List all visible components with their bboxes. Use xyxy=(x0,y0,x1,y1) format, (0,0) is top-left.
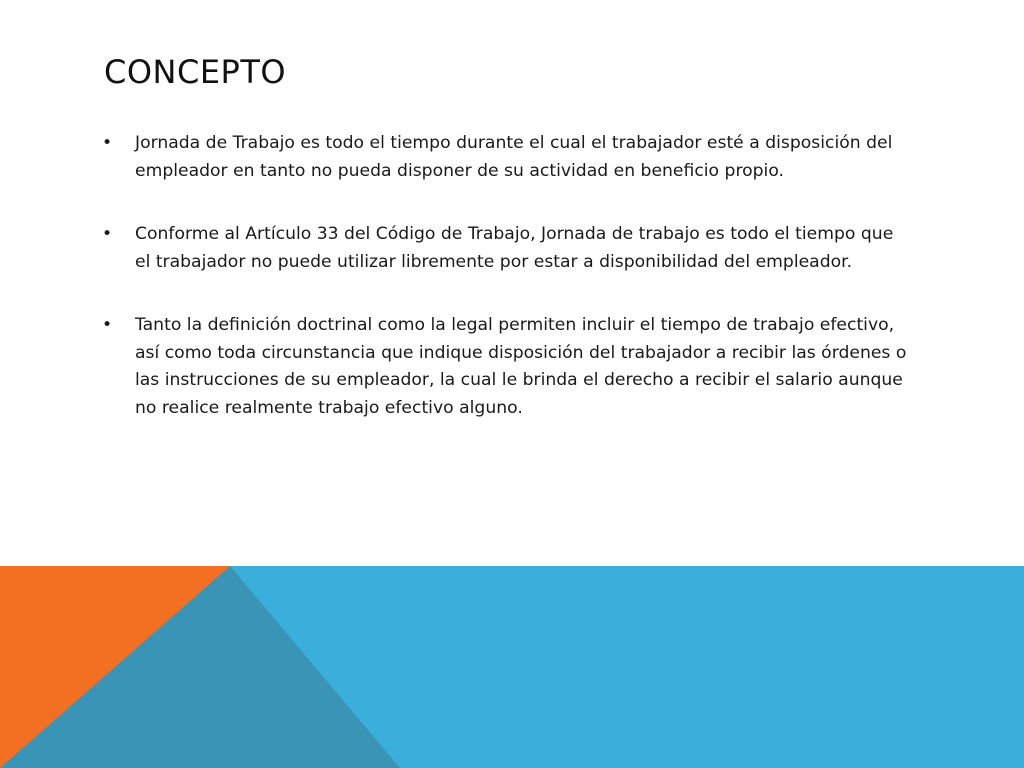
bullet-item xyxy=(102,221,912,276)
slide-title: CONCEPTO xyxy=(104,53,287,91)
bullet-marker: • xyxy=(102,315,113,335)
bullet-marker: • xyxy=(102,133,113,153)
bullet-list xyxy=(102,130,912,458)
bullet-text: Tanto la definición doctrinal como la legal permiten incluir el tiempo de trabajo efectivo, así como toda circunstancia que indique disposición del trabajador a recibir las órdenes o las instrucciones de su empleador, la cual le brinda el derecho a recibir el salario aunque no realice realmente trabajo efectivo alguno. xyxy=(135,315,907,418)
decorative-footer xyxy=(0,566,1024,768)
bullet-marker: • xyxy=(102,224,113,244)
bullet-item xyxy=(102,130,912,185)
bullet-text: Jornada de Trabajo es todo el tiempo durante el cual el trabajador esté a disposición del empleador en tanto no pueda disponer de su actividad en beneficio propio. xyxy=(135,133,893,181)
bullet-item xyxy=(102,312,912,422)
bullet-text: Conforme al Artículo 33 del Código de Trabajo, Jornada de trabajo es todo el tiempo que el trabajador no puede utilizar libremente por estar a disponibilidad del empleador. xyxy=(135,224,894,272)
